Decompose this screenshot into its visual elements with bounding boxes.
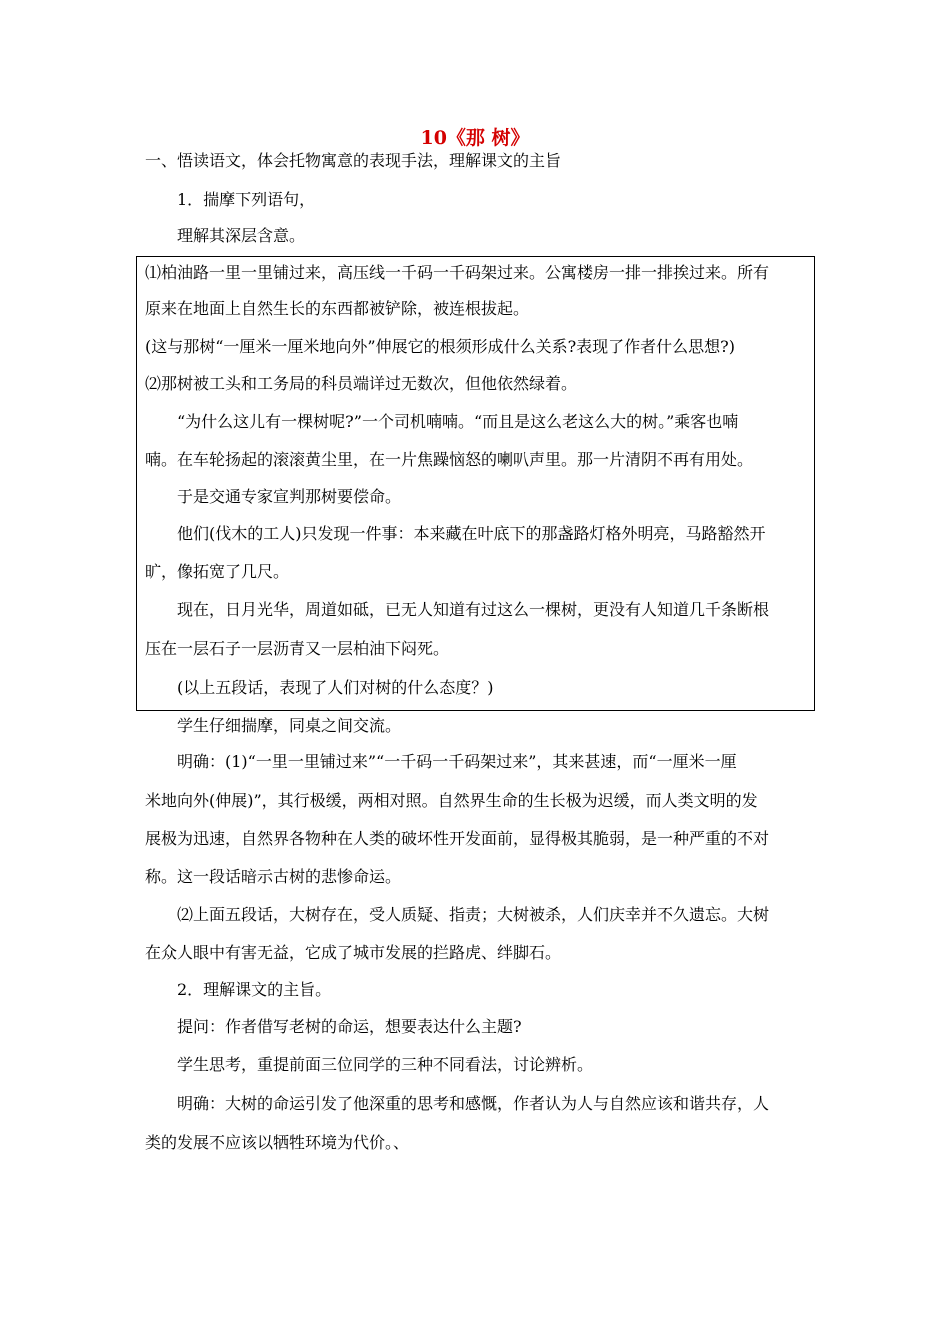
student-activity-1: 学生仔细揣摩，同桌之间交流。 (177, 716, 402, 735)
answer-1-line-4: 称。这一段话暗示古树的悲惨命运。 (145, 867, 402, 886)
passage-6-line-1: 现在，日月光华，周道如砥，已无人知道有过这么一棵树，更没有人知道几千条断根 (177, 600, 770, 619)
document-title: 10《那 树》 (420, 127, 530, 149)
answer-1-line-2: 米地向外(伸展)”，其行极缓，两相对照。自然界生命的生长极为迟缓，而人类文明的发 (145, 791, 758, 810)
answer-3-line-1: 明确：大树的命运引发了他深重的思考和感慨，作者认为人与自然应该和谐共存，人 (177, 1094, 770, 1113)
passage-1-line-2: 原来在地面上自然生长的东西都被铲除，被连根拔起。 (145, 299, 530, 318)
passage-1-question: (这与那树“一厘米一厘米地向外”伸展它的根须形成什么关系?表现了作者什么思想?) (145, 337, 736, 356)
passage-3-line-2: 喃。在车轮扬起的滚滚黄尘里，在一片焦躁恼怒的喇叭声里。那一片清阴不再有用处。 (145, 450, 754, 469)
passage-4: 于是交通专家宣判那树要偿命。 (177, 487, 402, 506)
passages-question: (以上五段话，表现了人们对树的什么态度？) (177, 678, 494, 697)
teacher-question: 提问：作者借写老树的命运，想要表达什么主题? (177, 1017, 522, 1036)
passage-6-line-2: 压在一层石子一层沥青又一层柏油下闷死。 (145, 639, 450, 658)
passage-3-line-1: “为什么这儿有一棵树呢?”一个司机喃喃。“而且是这么老这么大的树。”乘客也喃 (177, 412, 739, 431)
answer-2-line-2: 在众人眼中有害无益，它成了城市发展的拦路虎、绊脚石。 (145, 943, 562, 962)
item-1-instruction: 理解其深层含意。 (177, 226, 306, 245)
section-heading: 一、悟读语文，体会托物寓意的表现手法，理解课文的主旨 (145, 151, 562, 170)
answer-3-line-2: 类的发展不应该以牺牲环境为代价。、 (145, 1133, 410, 1152)
item-2-heading: 2．理解课文的主旨。 (177, 980, 332, 999)
answer-1-line-3: 展极为迅速，自然界各物种在人类的破坏性开发面前，显得极其脆弱，是一种严重的不对 (145, 829, 770, 848)
passage-1-line-1: ⑴柏油路一里一里铺过来，高压线一千码一千码架过来。公寓楼房一排一排挨过来。所有 (145, 263, 770, 282)
student-activity-2: 学生思考，重提前面三位同学的三种不同看法，讨论辨析。 (177, 1055, 594, 1074)
answer-2-line-1: ⑵上面五段话，大树存在，受人质疑、指责；大树被杀，人们庆幸并不久遗忘。大树 (177, 905, 770, 924)
passage-5-line-2: 旷，像拓宽了几尺。 (145, 562, 290, 581)
item-1-heading: 1．揣摩下列语句， (177, 190, 316, 209)
passage-5-line-1: 他们(伐木的工人)只发现一件事：本来藏在叶底下的那盏路灯格外明亮，马路豁然开 (177, 524, 766, 543)
answer-1-line-1: 明确：(1)“一里一里铺过来”“一千码一千码架过来”，其来甚速，而“一厘米一厘 (177, 752, 737, 771)
passage-2: ⑵那树被工头和工务局的科员端详过无数次，但他依然绿着。 (145, 374, 578, 393)
